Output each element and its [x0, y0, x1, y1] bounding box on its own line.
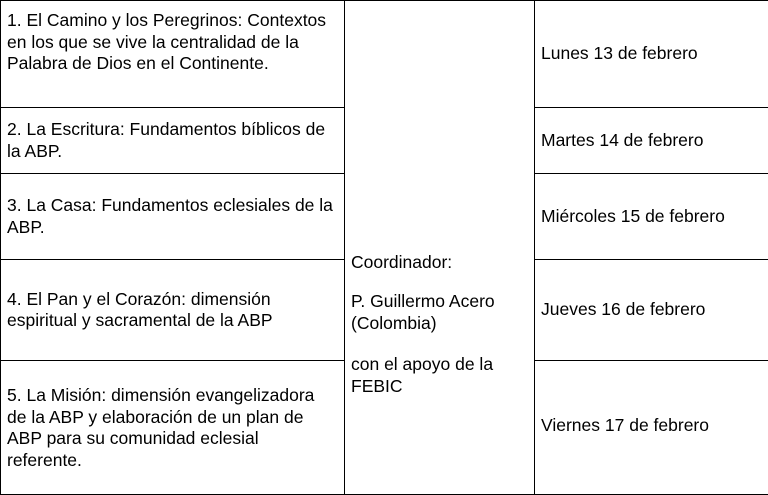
topic-cell — [1, 1, 345, 108]
coordinator-name: P. Guillermo Acero (Colombia) — [351, 291, 528, 334]
topic-text: 2. La Escritura: Fundamentos bíblicos de la ABP. — [7, 119, 338, 162]
date-cell — [535, 108, 768, 174]
coordinator-support: con el apoyo de la FEBIC — [351, 354, 528, 397]
date-cell — [535, 174, 768, 260]
table-row — [1, 1, 768, 108]
date-cell — [535, 260, 768, 361]
topic-cell — [1, 361, 345, 495]
date-text: Lunes 13 de febrero — [541, 43, 762, 65]
topic-text: 4. El Pan y el Corazón: dimensión espiritual y sacramental de la ABP — [7, 289, 338, 332]
date-cell — [535, 1, 768, 108]
date-text: Jueves 16 de febrero — [541, 299, 762, 321]
coordinator-block — [351, 252, 528, 398]
topic-text: 3. La Casa: Fundamentos eclesiales de la ABP. — [7, 195, 338, 238]
topic-text: 5. La Misión: dimensión evangelizadora de la ABP y elaboración de un plan de ABP para su comunidad eclesial referente. — [7, 385, 338, 471]
coordinator-cell — [345, 1, 535, 495]
coordinator-label: Coordinador: — [351, 252, 528, 274]
topic-text: 1. El Camino y los Peregrinos: Contextos en los que se vive la centralidad de la Palabra de Dios en el Continente. — [7, 10, 338, 75]
date-cell — [535, 361, 768, 495]
date-text: Miércoles 15 de febrero — [541, 206, 762, 228]
date-text: Viernes 17 de febrero — [541, 415, 762, 437]
date-text: Martes 14 de febrero — [541, 130, 762, 152]
topic-cell — [1, 174, 345, 260]
topic-cell — [1, 108, 345, 174]
topic-cell — [1, 260, 345, 361]
